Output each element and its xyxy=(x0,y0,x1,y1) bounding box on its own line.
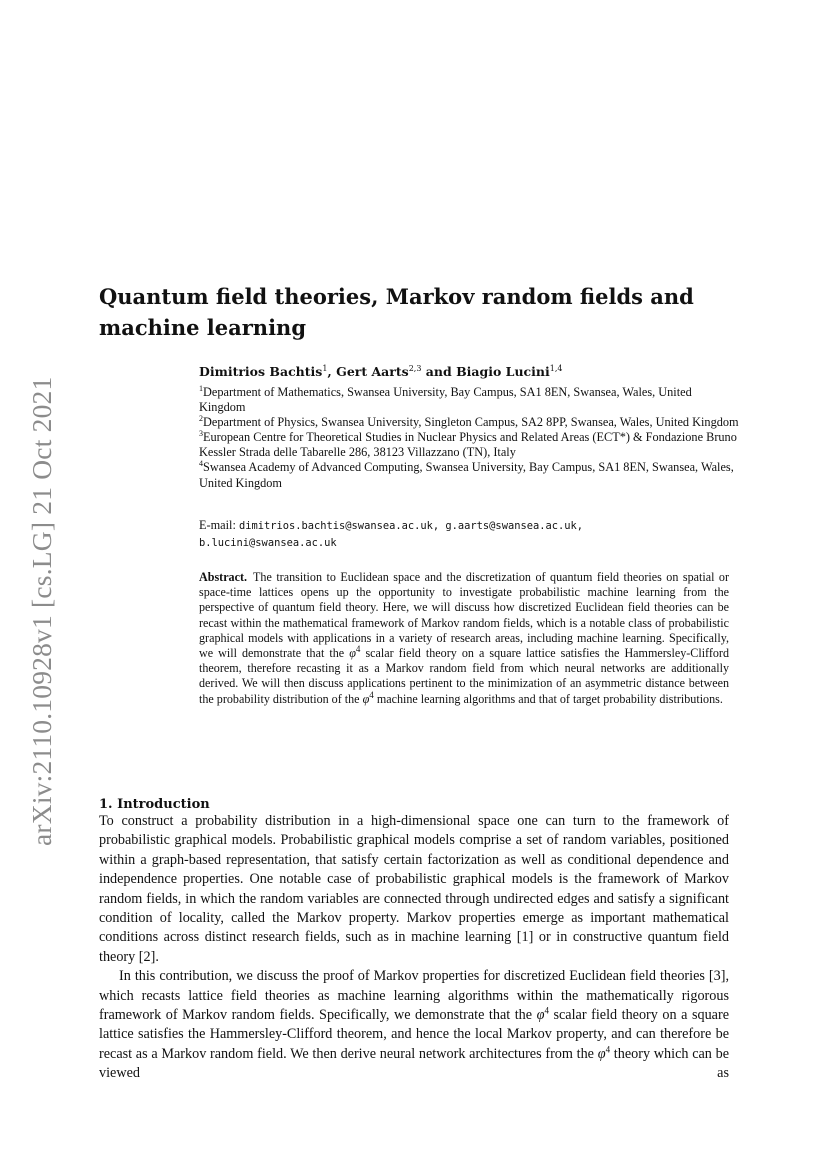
abstract-text: machine learning algorithms and that of target probability distributions. xyxy=(373,691,723,706)
phi-symbol: φ xyxy=(597,1045,606,1062)
paper-title: Quantum field theories, Markov random fields and machine learning xyxy=(99,284,694,340)
author-affiliation-mark: 1,4 xyxy=(549,363,563,373)
affiliation-text: European Centre for Theoretical Studies in Nuclear Physics and Related Areas (ECT*) & Fondazione Bruno Kessler Strada delle Tabarelle 286, 38123 Villazzano (TN), Italy xyxy=(199,430,737,460)
affiliation-item xyxy=(199,460,739,490)
paragraph-text: In this contribution, we discuss the proof of Markov properties for discretized Euclidean field theories [3], which recasts lattice field theories as machine learning algorithms within the mathematically rigorous framework of Markov random fields. Specifically, we demonstrate that the xyxy=(99,968,729,1024)
section-title: Introduction xyxy=(117,797,210,812)
affiliation-number: 4 xyxy=(199,459,203,469)
author-affiliation-mark: 2,3 xyxy=(408,363,422,373)
section-body xyxy=(99,812,729,1084)
section-heading xyxy=(99,797,210,812)
affiliation-number: 3 xyxy=(199,429,203,439)
phi-exponent: 4 xyxy=(605,1044,611,1055)
author-name: Dimitrios Bachtis xyxy=(199,364,323,379)
affiliation-list xyxy=(199,385,739,491)
abstract-text: The transition to Euclidean space and the discretization of quantum field theories on spatial or space-time lattices opens up the opportunity to investigate probabilistic machine learning from the perspective of quantum field theory. Here, we will discuss how discretized Euclidean field theories can be recast within the mathematical framework of Markov random fields, which is a notable class of probabilistic graphical models with applications in a variety of research areas, including machine learning. Specifically, we will demonstrate that the xyxy=(199,570,729,661)
affiliation-text: Department of Mathematics, Swansea University, Bay Campus, SA1 8EN, Swansea, Wales, United Kingdom xyxy=(199,385,692,415)
email-block xyxy=(199,517,583,551)
abstract xyxy=(199,570,729,707)
affiliation-item xyxy=(199,385,739,415)
email-addresses[interactable]: b.lucini@swansea.ac.uk xyxy=(199,537,337,549)
affiliation-item xyxy=(199,430,739,460)
phi-exponent: 4 xyxy=(369,689,374,700)
paragraph-text: scalar field theory on a square lattice satisfies the Hammersley-Clifford theorem, and hence the local Markov property, and can therefore be recast as a Markov random field. We then derive neural network architectures from the xyxy=(99,1007,729,1062)
affiliation-item xyxy=(199,415,739,430)
author-name: Biagio Lucini xyxy=(456,364,550,379)
phi-exponent: 4 xyxy=(544,1005,549,1016)
email-addresses[interactable]: dimitrios.bachtis@swansea.ac.uk, g.aarts@swansea.ac.uk, xyxy=(238,520,584,532)
paragraph xyxy=(99,967,729,1083)
arxiv-identifier-stamp: arXiv:2110.10928v1 [cs.LG] 21 Oct 2021 xyxy=(26,376,57,846)
affiliation-text: Department of Physics, Swansea University, Singleton Campus, SA2 8PP, Swansea, Wales, United Kingdom xyxy=(203,415,739,430)
email-label: E-mail: xyxy=(199,518,239,532)
paragraph: To construct a probability distribution in a high-dimensional space one can turn to the framework of probabilistic graphical models. Probabilistic graphical models comprise a set of random variables, positioned within a graph-based representation, that satisfy certain factorization as well as conditional dependence and independence properties. One notable case of probabilistic graphical models is the framework of Markov random fields, in which the random variables are connected through undirected edges and satisfy a significant condition of locality, called the Markov property. Markov properties emerge as important mathematical conditions across distinct research fields, such as in machine learning [1] or in constructive quantum field theory [2]. xyxy=(99,813,729,965)
abstract-label: Abstract. xyxy=(199,570,248,584)
paragraph-text: theory which can be viewed as xyxy=(99,1045,729,1082)
phi-exponent: 4 xyxy=(355,643,361,654)
author-separator: , xyxy=(327,364,337,379)
affiliation-number: 1 xyxy=(199,383,203,393)
phi-symbol: φ xyxy=(362,691,370,706)
section-number: 1. xyxy=(99,797,113,812)
author-affiliation-mark: 1 xyxy=(322,363,328,373)
author-name: Gert Aarts xyxy=(336,364,409,379)
abstract-text: scalar field theory on a square lattice satisfies the Hammersley-Clifford theorem, therefore recasting it as a Markov random field from which neural networks are additionally derived. We will then discuss applications pertinent to the minimization of an asymmetric distance between the probability distribution of the xyxy=(199,646,730,706)
affiliation-number: 2 xyxy=(199,414,203,424)
phi-symbol: φ xyxy=(349,646,356,661)
author-separator: and xyxy=(421,364,457,379)
phi-symbol: φ xyxy=(536,1007,545,1024)
affiliation-text: Swansea Academy of Advanced Computing, Swansea University, Bay Campus, SA1 8EN, Swansea, Wales, United Kingdom xyxy=(199,460,734,490)
author-list xyxy=(199,364,562,379)
